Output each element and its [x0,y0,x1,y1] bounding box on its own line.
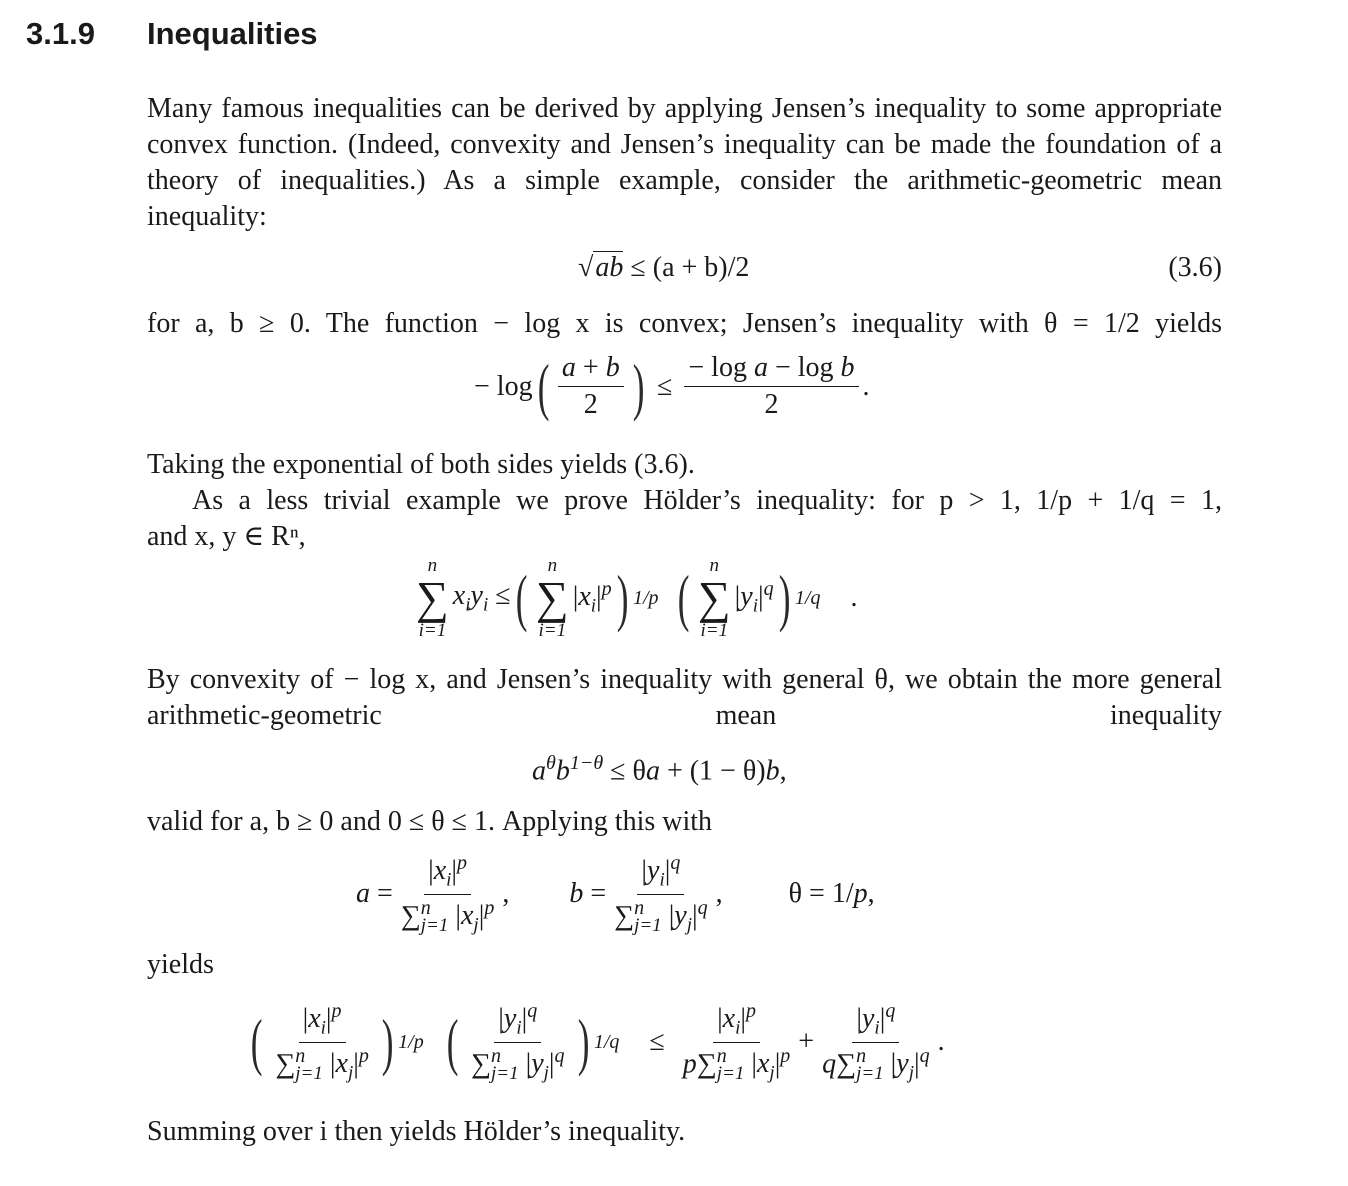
equation-general-amgm: $a^\theta b^{1-\theta} \le \theta a + (1 - \theta)b$, [532,752,787,787]
paragraph-convexity: By convexity of − log x, and Jensen’s inequality with general θ, we obtain the more general arithmetic-geometric mean inequality [147,664,1222,731]
section-title: Inequalities [147,16,318,51]
paragraph-holder: As a less trivial example we prove Hölder’s inequality: for p > 1, 1/p + 1/q = 1, [192,485,1222,516]
equation-3-6: √ab ≤ (a + b)/2 [578,252,750,283]
equation-final: ( $\frac{|x_i|^p}{\sum^n_{j=1} |x_j|^p}$ ) 1/p ( $\frac{|y_i|^q}{\sum^n_{j=1} |y_j|^q}$ ) 1/q ≤ $\frac{|x_i|^p}{p\sum^n_{j=1} |x_j|^p}$ + $\frac{|y_i|^q}{q\sum^n_{j=1} |y_j|^q}$ . [250,1000,945,1084]
paragraph-final: Summing over i then yields Hölder’s inequality. [147,1116,686,1147]
equation-3-6-body: ≤ (a + b)/2 [630,252,750,283]
equation-substitution: a = $\frac{|x_i|^p}{\sum^n_{j=1} |x_j|^p}$ , b = $\frac{|y_i|^q}{\sum^n_{j=1} |y_j|^q}$ , θ = 1/p, [356,852,875,936]
paragraph-intro: Many famous inequalities can be derived by applying Jensen’s inequality to some appropriate convex function. (Indeed, convexity and Jensen’s inequality can be made the foundation of a theory of inequalities.) As a simple example, consider the arithmetic-geometric mean inequality: [147,93,1222,232]
word-yields: yields [147,949,214,980]
line-and: and x, y ∈ Rⁿ, [147,521,306,552]
section-number: 3.1.9 [26,16,95,51]
equation-holder: n ∑ i=1 $x_iy_i$ ≤ ( n ∑ i=1 $|x_i|^p$ ) 1/p ( n ∑ i=1 $|y_i|^q$ ) 1/q . [416,555,858,641]
paragraph-taking: Taking the exponential of both sides yields (3.6). [147,449,695,480]
equation-label: (3.6) [1168,252,1222,283]
equation-log-jensen: − log ( $\frac{a + b}{2}$ ) ≤ $\frac{\text{− log a − log b}}{2}$ . [474,350,870,422]
line-valid: valid for a, b ≥ 0 and 0 ≤ θ ≤ 1. Applying this with [147,806,713,837]
line-for-ab: for a, b ≥ 0. The function − log x is convex; Jensen’s inequality with θ = 1/2 yields [147,308,1222,339]
